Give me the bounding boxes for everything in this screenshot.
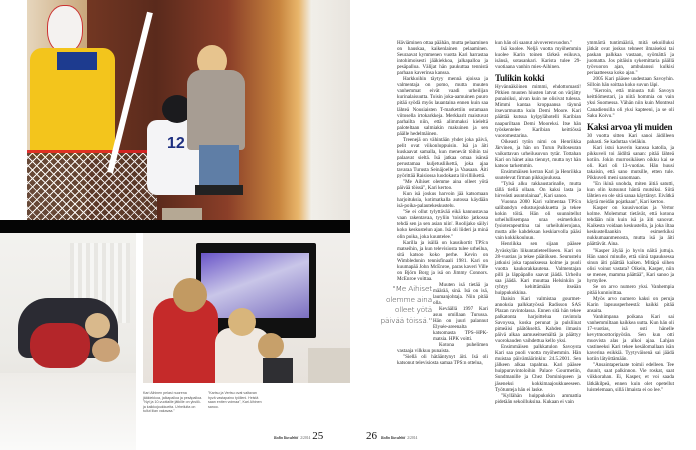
photo-father-wrestling-kids [0, 233, 136, 450]
article-paragraph: "Se ei ollut tylyttävää eikä kannustavaa vaan rakentavaa, tyyliin 'toisitko jatkossa tehdä sen ja sen asian niin'. Roolijako säilyi koko keskustelun ajan. Isä oli liideri ja minä olin poika, joka kuuntelee." [397, 209, 488, 240]
article-paragraph: 30 vuotta sitten Kari sanoi äidilleen pahasti. Se kaduttaa vieläkin. [587, 132, 674, 145]
article-paragraph: "Tylsä alku rakkaustarinalle, mutta tällä tiellä ollaan. On kaksi lasta ja hirveästi asuntolainaa", Kari sanoo. [495, 180, 581, 200]
article-paragraph: Ensimmäisen palkkatulon Savoysta Kari saa puoli vuotta myöhemmin. Hän muistaa päivämäärinkin: 24.5.2001. Sen jälkeen alkaa tapahtua. Kari pääsee huippuravintoloihin Palace Gourmetiin, Sundmanille ja Chez Dominiqueen ja jäseneksi kokkimaajoukkueeseen. Työtunteja hän ei laske. [495, 344, 581, 393]
photo-family-watching-tv [143, 233, 350, 383]
article-paragraph: "Ansaintaperiaate toimii edelleen. Tee duunit, saat palkinnon. Vie roskat, saat viikkorahan. Ei, Kasper, et voi saada lätkäkilpeä, ennen kuin olet opetellut luistelemaan, sillä ilmaista ei oo lee." [587, 362, 674, 393]
article-paragraph: Henriikka sen sijaan pääsee Jyväskylän liikuntatieteelliseen. Kari on 28-vuotias ja tekee päätöksen. Seurustelu jatkuisi joka tapauksessa kolme ja puoli vuotta kaukorakkautena. Valmentajan pilli ja läppäpallo saavat jäädä. Urheilu saa jäädä. Kari muuttaa Helsinkiin ja ryhtyy kehittämään itseään huippukokkina. [495, 241, 581, 296]
magazine-name: Kodin Kuvalehti [381, 436, 406, 440]
article-paragraph: kun hän oli saanut aivoverenvuodon." [495, 40, 573, 46]
article-paragraph: Ihaisin Kari valmistaa gourmet-annoksia palkkatyössä Radisson SAS Plazan ravintolassa. Ennen sitä hän tekee palkatonta harjoittelua ravintola Savoyssa, koska perunat ja pulsliinat pimeäisi päätökseltä. Kahden ilmasin päivä alkaa aamuseitsemältä ja päättyy vuorokauden vaihdettua kello yksi. [495, 295, 581, 345]
article-paragraph: Hyvännäköinen mimmi, ehdottomasti! Pitkien muuten hiusten latvat on värjätty punaisiksi, aivan kuin ne olisivat tulessa. Mimmi kantaa kroppaansa täynnä itsevarmuutta kuin Demi Moore. Kari päättää kutsua kylpylähotelli Karibian naapuriltaan Demi Mooreksi. Itse hän työskentelee Karibian keittiössä vuoromestarina. [495, 84, 581, 139]
article-paragraph: ymmärrä tuntimääriä, mitä sekoilluksi jätkät ovat joskus tehneet ilmaiseksi tai paskan palkkaa vastaan, syömättä ja juomatta. Jos pitäisin sykemittaria päällä työvuoron ajan, ambulanssi kulkisi periaatteessa koko ajan." [587, 40, 674, 77]
article-paragraph: Keväällä 1997 Kari asuu omillaan Turussa. Hän on juuri palannut Elysée-areenalta katsomasta TPS–HPK-matsia. HPK voitti. [433, 306, 488, 343]
page-number: 26 [366, 430, 377, 442]
article-paragraph: Myös arvo numero kaksi on peruja Karin lapsuusperheestä: kaikki pitää ansaita. [587, 295, 674, 314]
article-paragraph: "Kerroin, että minusta tuli Savoyn keittiömestari, ja niitä hommia on vain yksi Suomessa. Vähän niin kuin Montreal Canadiensilla oli yksi kapteeni, ja se oli Saku Koivu." [587, 88, 674, 119]
article-paragraph: Harkkoihin täytyy mennä ajoissa ja valmentaja on pomo, mutta muuten vanhemmat eivät vaadi urheilijan kurinalaisuutta. Toisin joka-aamuinen puuro pitää syödä myös lauantaina ennen kuin saa lähteä Nousiaisten T-markettiin ostamaan viitosella irtokarkkeja. Merkkarit maistuvat parhailta niin, että alimmaksi kieleltä paloteltaan salmiakin makuinen ja sen päälle hedelmäinen. [397, 76, 488, 137]
page-number: 25 [312, 430, 324, 442]
jersey-number: 12 [167, 135, 185, 152]
page-footer-25 [274, 426, 323, 444]
article-column-2 [495, 40, 581, 405]
photo-hockey-hallway [27, 0, 350, 220]
issue-number: 2/2014 [300, 436, 311, 440]
article-paragraph: Vanhimpana poikana Kari sai vanhemmiltaan kaikkea uutta. Kun hän oli 17-vuotias, isä osti hänelle kevytmoottoripyörän. Sen kun otti muovista alas ja alkoi ajaa. Lahjan vastineeksi Kari tekee kesälomallaan isän kaverina esikkiä. Tyytyväisenä sai jäädä kotiin lätyöttämään. [587, 314, 674, 363]
page-footer-26 [366, 426, 419, 444]
pull-quote-line: päivää töissä." [380, 315, 432, 325]
article-paragraph: Häviäminen ottaa päähän, mutta pelaaminen on hauskaa, kaikenlainen pelaaminen. Seuraavat kymmenen vuotta Kari harrastaa intohimoisesti jääkiekkoa, jalkapalloa ja pesäpalloa. Välijat hän paukuttaa tennistä parhaan kaverinsa kanssa. [397, 40, 488, 77]
article-paragraph: "Kyllähän huippukokin ammattia pidetään sekoilluksina. Kukaan ei vain [495, 392, 581, 405]
magazine-name: Kodin Kuvalehti [274, 436, 299, 440]
article-paragraph: "Kasper älyää jo hyvin näitä juttuja. Hän sanoi minulle, että siinä tapauksessa sinun äiti päättää kaiken. Mitäpä siihen olisi voinut vastata? Oikein, Kasper, niin se menee, mamma päättää", Kari sanoo ja hymyilee. [587, 247, 674, 284]
article-paragraph: "Siellä oli hätääntynyt äiti. Isä oli katsonut televisiosta samaa TPS:n ottelua, [397, 354, 488, 367]
article-paragraph: "Me Aihiset olemme aina olleet yötä päivää töissä", Kari kertoo. [397, 179, 488, 192]
article-paragraph: Se on arvo numero yksi. Vanhempia pitää kunnioittaa. [587, 283, 674, 296]
pull-quote-line: "Me Aihiset [392, 284, 432, 293]
article-paragraph: "En ikinä unohda, miten äitiä satutti, kun olin kutsunut häntä mutsiksi. Siitä lähtien en ole sitä sanaa käyttänyt. Eivätkä käytä meidän pojatkaan", Kari kertoo. [587, 180, 674, 206]
article-paragraph: Vuonna 2000 Kari valmentaa TPS:n salibandyn edustusjoukkuetta ja tekee kokin töitä. Hän oli suunnitellut urheilullisempaa uraa esimerkiksi fysioterapeuttina tai urheiluhierojana, mutta alle kahdeksan keskiarvolla pääsi vain kokkikouluun. [495, 199, 581, 242]
article-column-1 [397, 40, 488, 367]
article-paragraph: Kotona puhelimen vastaaja vilkkuu punaista. [397, 342, 488, 355]
article-paragraph: Kasper on kuusivuotias ja Vertor kolme. Molemmat tietävät, että kotona tehdään niin kuin isä ja äiti sanovat. Kaikesta voidaan keskustella, ja joka iltaa keskustellaankin esimerkiksi nukkumaanmenosta, mutta isä ja äiti päättävät. Aina. [587, 205, 674, 248]
article-paragraph: 2005 Kari pääsee uudestaan Savoyhin. Silloin hän soittaa koko suvun läpi. [587, 76, 674, 89]
article-column-3 [587, 40, 674, 393]
photo-caption: Kari Aihinen pelasi nuorena jääkiekkoa, jalkapalloa ja pesäpalloa. "Nyt ja 10-vuotiaille jätkille on yksilö- ja kaikkojoukkueita. Urheiluita on tullut liian vakavaa." [143, 391, 203, 413]
issue-number: 2/2014 [407, 436, 418, 440]
article-paragraph: Isä kuolee. Neljä vuotta myöhemmin kuolee Karin toinen tärkeä esikuva, isänsä, sotasankari. Karista tulee 29-vuotiaana vanhin mies-Aihinen. [495, 46, 581, 71]
article-paragraph: Ensimmäisen kerran Kari ja Henriikka suutelevat firman pikkujoulussa. [495, 168, 581, 181]
article-paragraph: Muuten isä tietää ja määrää, sinä. Isä on isä, laumanjohtaja. Niin pitää olla. [433, 281, 488, 307]
article-paragraph: Treenejä on vähintään yhdet joka päivä, pelit ovat viikonloppuisin. Isä ja äiti kuskaavat samalla, kun menevät töihin tai palaavat sieltä. Isä jatkaa omaa isänsä perustamaa kuljetusliikettä, joka ajaa tavaraa Turusta Seinäjoelle ja Vaasaan. Äiti pyörittää Raisiossa luodokasta liivilliikettä. [397, 136, 488, 180]
black-divider-band [0, 220, 350, 233]
article-paragraph: Kari istui kaverin kanssa katolla, ja pikkuveli toi äidiltä sanan: pitää lähteä kotiin. Jokin murrosikäisen oikku kai se oli. Kari oli 13-vuotias. Hän huusi takaisin, että sano mutsille, etten tule. Pikkuveli meni sanomaan. [587, 144, 674, 181]
pull-quote-line: olleet yötä [394, 305, 432, 315]
pull-quote-line: olemme aina [385, 294, 432, 304]
article-paragraph: Karilla ja isällä on kausikortit TPS:n matseihin, ja kun televisiosta tulee urheilua, sitä katsoo koko perhe. Kevin on Wimbledonin tennisfinaali 1981. Kari on kuumapää John McEnroe, paras kaveri Ville on Björn Borg ja isä on Jimmy Connors. McEnroe voittaa. [397, 239, 488, 282]
section-heading: Tulikin kokki [495, 73, 545, 84]
article-paragraph: Kun isä joskus harvoin jää katsomaan harjoituksia, kotimatkalla autossa käydään isä-poika-palautekeskustelu. [397, 191, 488, 210]
photo-caption: "Kartsu ja Vertsu ovat valtavan hyvä vastapaino työlleni. Heistä saan eniten voimaa", Kari Aihinen sanoo. [208, 391, 262, 409]
section-heading: Kaksi arvoa yli muiden [587, 121, 673, 132]
article-paragraph: Oikeasti tytön nimi on Henriikka Järvinen, ja hän on Turun Palloseuran vaikuttavan urheilusuvun tytär. Tottahan Kari on hänet aina tiennyt, mutta nyt hän katsoo tarkemmin. [495, 138, 581, 169]
